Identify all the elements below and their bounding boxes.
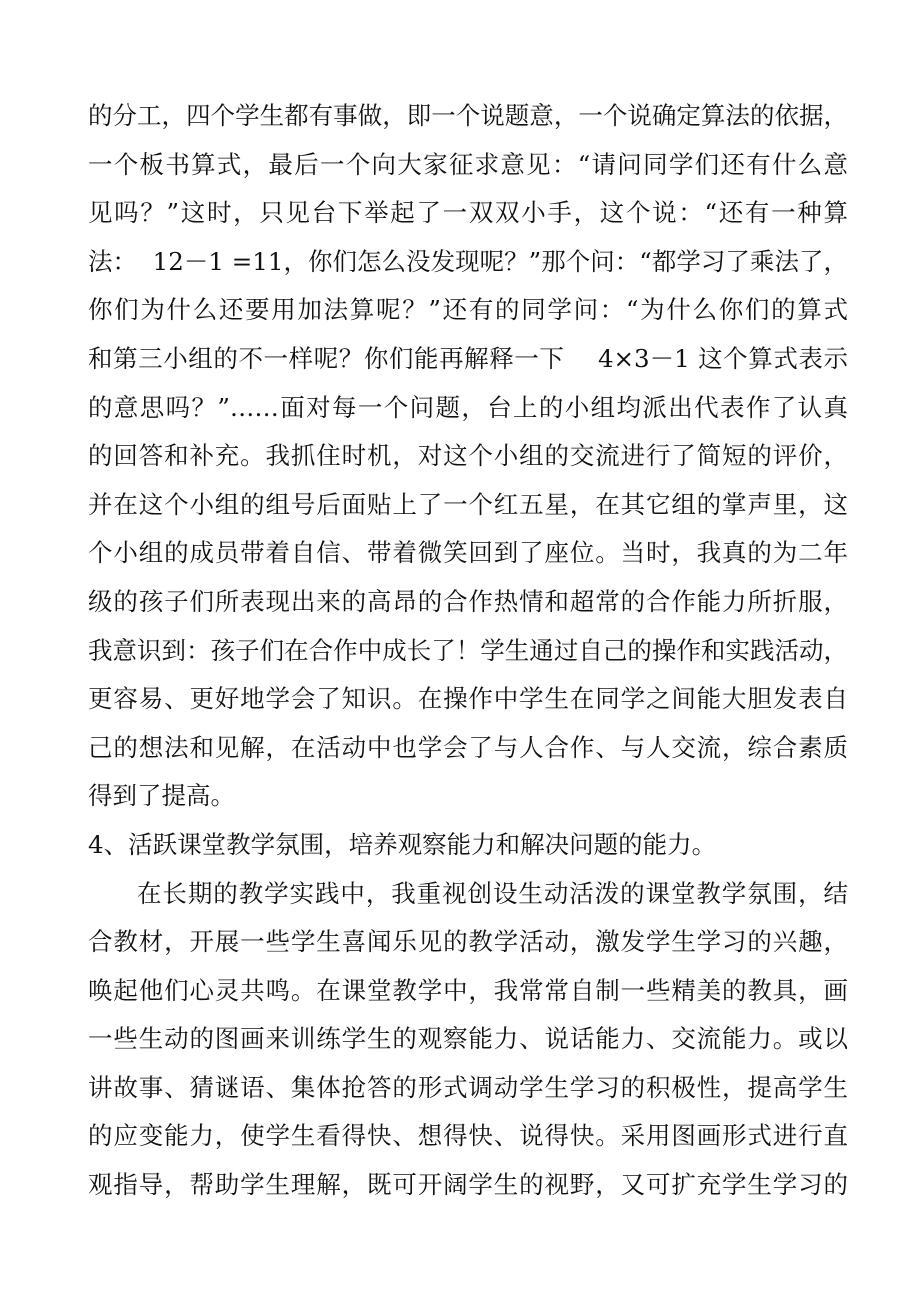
text-line: 的意思吗？”……面对每一个问题，台上的小组均派出代表作了认真	[88, 392, 848, 422]
text-line: 更容易、更好地学会了知识。在操作中学生在同学之间能大胆发表自	[88, 684, 848, 714]
section-heading: 4、活跃课堂教学氛围，培养观察能力和解决问题的能力。	[88, 829, 717, 859]
document-body	[88, 92, 848, 1210]
text-line: 法： 12－1 =11，你们怎么没发现呢？”那个问：“都学习了乘法了，	[88, 246, 848, 276]
text-line: 的回答和补充。我抓住时机，对这个小组的交流进行了简短的评价，	[88, 441, 848, 471]
paragraph-new	[88, 870, 848, 1210]
text-line-first: 在长期的教学实践中，我重视创设生动活泼的课堂教学氛围，结	[137, 878, 848, 908]
text-line: 观指导，帮助学生理解，既可开阔学生的视野，又可扩充学生学习的	[88, 1170, 848, 1200]
text-line: 我意识到：孩子们在合作中成长了！学生通过自己的操作和实践活动，	[88, 635, 848, 665]
text-line: 和第三小组的不一样呢？你们能再解释一下 4×3－1 这个算式表示	[88, 343, 848, 373]
text-line: 的分工，四个学生都有事做，即一个说题意，一个说确定算法的依据，	[88, 101, 848, 130]
text-line: 你们为什么还要用加法算呢？”还有的同学问：“为什么你们的算式	[88, 295, 848, 325]
text-line: 的应变能力，使学生看得快、想得快、说得快。采用图画形式进行直	[88, 1121, 848, 1151]
text-line-last: 得到了提高。	[88, 781, 235, 811]
text-line: 一些生动的图画来训练学生的观察能力、说话能力、交流能力。或以	[88, 1024, 848, 1054]
text-line: 一个板书算式，最后一个向大家征求意见：“请问同学们还有什么意	[88, 149, 848, 179]
text-line: 并在这个小组的组号后面贴上了一个红五星，在其它组的掌声里，这	[88, 489, 848, 519]
text-line: 见吗？”这时，只见台下举起了一双双小手，这个说：“还有一种算	[88, 198, 848, 228]
text-line: 个小组的成员带着自信、带着微笑回到了座位。当时，我真的为二年	[88, 538, 848, 568]
text-line: 合教材，开展一些学生喜闻乐见的教学活动，激发学生学习的兴趣，	[88, 927, 848, 957]
text-line: 己的想法和见解，在活动中也学会了与人合作、与人交流，综合素质	[88, 732, 848, 762]
paragraph-continued	[88, 92, 848, 821]
text-line: 唤起他们心灵共鸣。在课堂教学中，我常常自制一些精美的教具，画	[88, 975, 848, 1005]
text-line: 讲故事、猜谜语、集体抢答的形式调动学生学习的积极性，提高学生	[88, 1072, 848, 1102]
text-line: 级的孩子们所表现出来的高昂的合作热情和超常的合作能力所折服，	[88, 586, 848, 616]
